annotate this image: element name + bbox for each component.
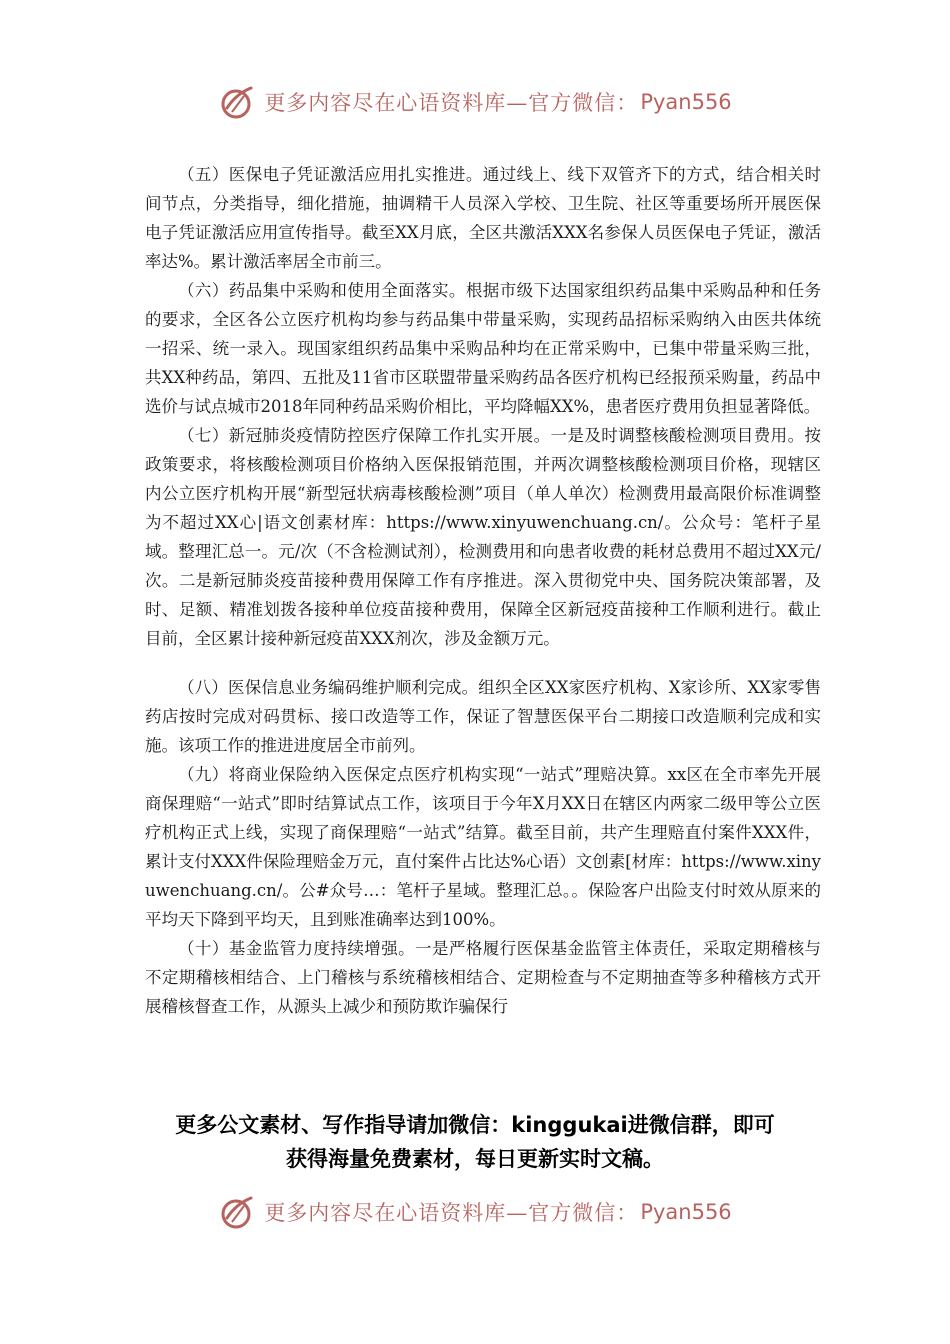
- promo-line-1: 更多公文素材、写作指导请加微信：kinggukai进微信群，即可: [175, 1113, 775, 1137]
- paragraph-5: （五）医保电子凭证激活应用扎实推进。通过线上、线下双管齐下的方式，结合相关时间节点，分类指导，细化措施，抽调精干人员深入学校、卫生院、社区等重要场所开展医保电子凭证激活应用宣传指导。截至XX月底，全区共激活XXX名参保人员医保电子凭证，激活率达%。累计激活率居全市前三。: [145, 165, 821, 271]
- header-banner-text: 更多内容尽在心语资料库—官方微信：: [264, 91, 639, 115]
- promo-line-2: 获得海量免费素材，每日更新实时文稿。: [286, 1147, 664, 1171]
- paragraph-10: （十）基金监管力度持续增强。一是严格履行医保基金监管主体责任，采取定期稽核与不定期稽核相结合、上门稽核与系统稽核相结合、定期检查与不定期抽查等多种稽核方式开展稽核督查工作，从源头上减少和预防欺诈骗保行: [145, 939, 821, 1016]
- footer-banner: [0, 1190, 950, 1234]
- paragraph-7: （七）新冠肺炎疫情防控医疗保障工作扎实开展。一是及时调整核酸检测项目费用。按政策要求，将核酸检测项目价格纳入医保报销范围，并两次调整核酸检测项目价格，现辖区内公立医疗机构开展“新型冠状病毒核酸检测”项目（单人单次）检测费用最高限价标准调整为不超过XX心|语文创素材库：https://www.xinyuwenchuang.cn/。公众号：笔杆子星域。整理汇总一。元/次（不含检测试剂），检测费用和向患者收费的耗材总费用不超过XX元/次。二是新冠肺炎疫苗接种费用保障工作有序推进。深入贯彻党中央、国务院决策部署，及时、足额、精准划拨各接种单位疫苗接种费用，保障全区新冠疫苗接种工作顺利进行。截止目前，全区累计接种新冠疫苗XXX剂次，涉及金额万元。: [145, 426, 821, 648]
- document-body: [145, 160, 821, 1021]
- pen-logo-icon: [218, 82, 258, 122]
- pen-logo-icon: [218, 1192, 258, 1232]
- paragraph-9: （九）将商业保险纳入医保定点医疗机构实现“一站式”理赔决算。xx区在全市率先开展商保理赔“一站式”即时结算试点工作，该项目于今年X月XX日在辖区内两家二级甲等公立医疗机构正式上线，实现了商保理赔“一站式”结算。截至目前，共产生理赔直付案件XXX件，累计支付XXX件保险理赔金万元，直付案件占比达%心语）文创素[材库：https://www.xinyuwenchuang.cn/。公#众号…：笔杆子星域。整理汇总。。保险客户出险支付时效从原来的平均天下降到平均天，且到账准确率达到100%。: [145, 765, 821, 929]
- footer-banner-text: 更多内容尽在心语资料库—官方微信：: [264, 1201, 639, 1225]
- paragraph-8: （八）医保信息业务编码维护顺利完成。组织全区XX家医疗机构、X家诊所、XX家零售药店按时完成对码贯标、接口改造等工作，保证了智慧医保平台二期接口改造顺利完成和实施。该项工作的推进进度居全市前列。: [145, 678, 821, 755]
- promo-notice: [60, 1108, 890, 1176]
- footer-banner-handle: Pyan556: [640, 1200, 732, 1224]
- header-banner-handle: Pyan556: [640, 90, 732, 114]
- paragraph-6: （六）药品集中采购和使用全面落实。根据市级下达国家组织药品集中采购品种和任务的要求，全区各公立医疗机构均参与药品集中带量采购，实现药品招标采购纳入由医共体统一招采、统一录入。现国家组织药品集中采购品种均在正常采购中，已集中带量采购三批，共XX种药品，第四、五批及11省市区联盟带量采购药品各医疗机构已经报预采购量，药品中选价与试点城市2018年同种药品采购价相比，平均降幅XX%，患者医疗费用负担显著降低。: [145, 281, 821, 416]
- header-banner: [0, 80, 950, 124]
